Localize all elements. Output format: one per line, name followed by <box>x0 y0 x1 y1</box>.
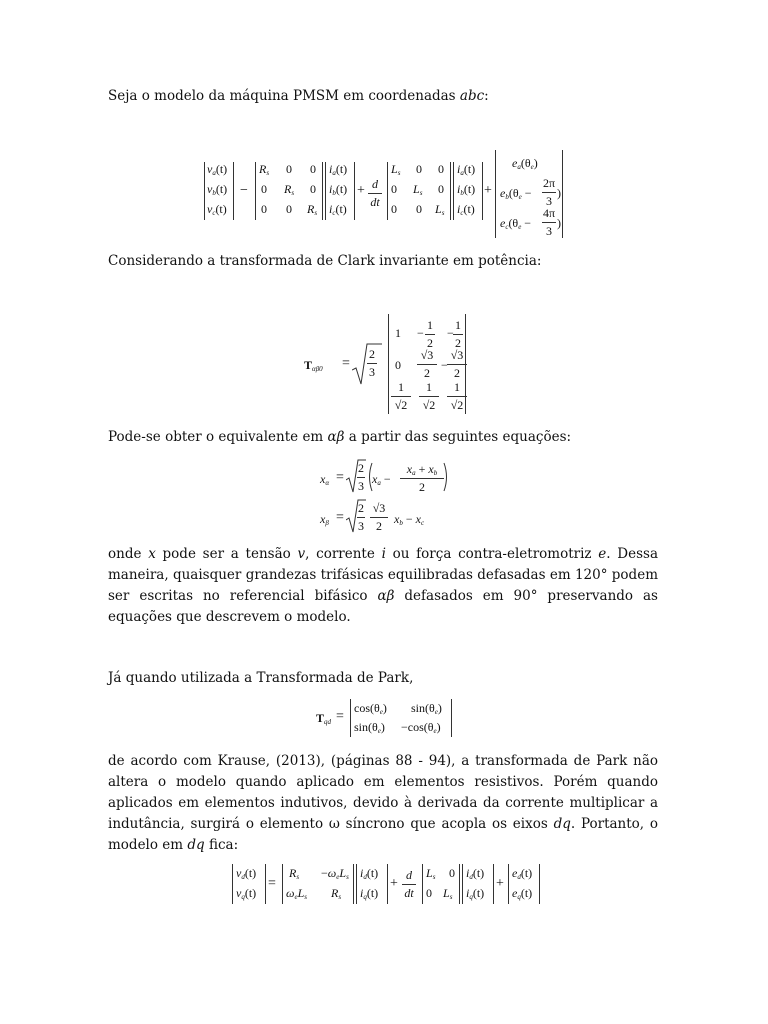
paragraph-alphabeta: Pode-se obter o equivalente em αβ a partir das seguintes equações: <box>108 429 572 445</box>
equation-abc-model <box>200 150 570 242</box>
matrix-L: $L_s$ 0 0 0 $L_s$ 0 0 0 $L_s$ <box>387 162 451 220</box>
park-matrix: $\cos(\theta_e)$ $\sin(\theta_e)$ $\sin(\theta_e)$ $-\cos(\theta_e)$ <box>350 699 452 737</box>
paragraph-intro <box>108 86 658 107</box>
paragraph-park: Já quando utilizada a Transformada de Park, <box>108 670 414 686</box>
matrix-v: $v_a(t)$ $v_b(t)$ $v_c(t)$ <box>204 162 234 220</box>
matrix-i-2: $i_a(t)$ $i_b(t)$ $i_c(t)$ <box>453 162 483 220</box>
equation-dq-model: $v_d(t)$ $v_q(t)$ = $R_s$ $-\omega_eL_s$ $\omega_eL_s$ $R_s$ $i_d(t)$ $i_q(t)$ + d dt $L_s$ 0 0 $L_s$ $i_d(t)$ $i_q(t)$ + $e_d(t)$ $e_q(t)$ <box>230 862 540 908</box>
matrix-v-dq: $v_d(t)$ $v_q(t)$ <box>232 864 266 904</box>
derivative-d-dt: d dt <box>368 177 382 210</box>
equation-clark-matrix: $T_{\alpha\beta 0}$ = 2 3 1 − 1 2 − 1 2 0 √3 2 − √3 2 1 √2 1 √2 1 √2 <box>304 312 474 416</box>
matrix-i: $i_a(t)$ $i_b(t)$ $i_c(t)$ <box>325 162 355 220</box>
matrix-i-dq-2: $i_d(t)$ $i_q(t)$ <box>462 864 494 904</box>
plus-sign: + <box>357 183 365 198</box>
paragraph-krause: de acordo com Krause, (2013), (páginas 88 - 94), a transformada de Park não altera o modelo quando aplicado em elementos resistivos. Porém quando aplicados em elementos indutivos, devido à derivada da corrente multiplicar a indutância, surgirá o elemento ω síncrono que acopla os eixos dq. Portanto, o modelo em dq fica: <box>108 753 658 853</box>
matrix-R: $R_s$ 0 0 0 $R_s$ 0 0 0 $R_s$ <box>255 162 323 220</box>
paragraph-clark <box>108 251 658 272</box>
matrix-e: $e_a(\theta_e)$ $e_b(\theta_e$ − 2π 3 ) $e_c(\theta_e$ − 4π 3 ) <box>495 150 563 238</box>
plus-sign: + <box>484 183 492 198</box>
clark-matrix: 1 − 1 2 − 1 2 0 √3 2 − √3 2 1 √2 1 √2 1 √2 <box>388 314 466 414</box>
text: Seja o modelo da máquina PMSM em coordenadas <box>108 88 460 104</box>
matrix-e-dq: $e_d(t)$ $e_q(t)$ <box>508 864 540 904</box>
equation-alphabeta: $x_\alpha$ = 2 3 $x_a$ − $x_a + x_b$ 2 $x_\beta$ = 2 3 √3 2 $x_b - x_c$ <box>318 458 458 534</box>
matrix-R-dq: $R_s$ $-\omega_eL_s$ $\omega_eL_s$ $R_s$ <box>282 864 354 904</box>
matrix-L-dq: $L_s$ 0 0 $L_s$ <box>422 864 460 904</box>
text-abc: abc <box>459 88 485 104</box>
matrix-i-dq: $i_d(t)$ $i_q(t)$ <box>356 864 388 904</box>
text: : <box>484 88 489 104</box>
equation-park-matrix: $T_{qd}$ = $\cos(\theta_e)$ $\sin(\theta_e)$ $\sin(\theta_e)$ $-\cos(\theta_e)$ <box>316 697 456 739</box>
paragraph-explanation: onde x pode ser a tensão v, corrente i ou força contra-eletromotriz e. Dessa maneira, quaisquer grandezas trifásicas equilibradas defasadas em 120° podem ser escritas no referencial bifásico αβ defasados em 90° preservando as equações que descrevem o modelo. <box>108 546 658 625</box>
text: Considerando a transformada de Clark invariante em potência: <box>108 253 542 269</box>
minus-sign: − <box>240 183 248 198</box>
